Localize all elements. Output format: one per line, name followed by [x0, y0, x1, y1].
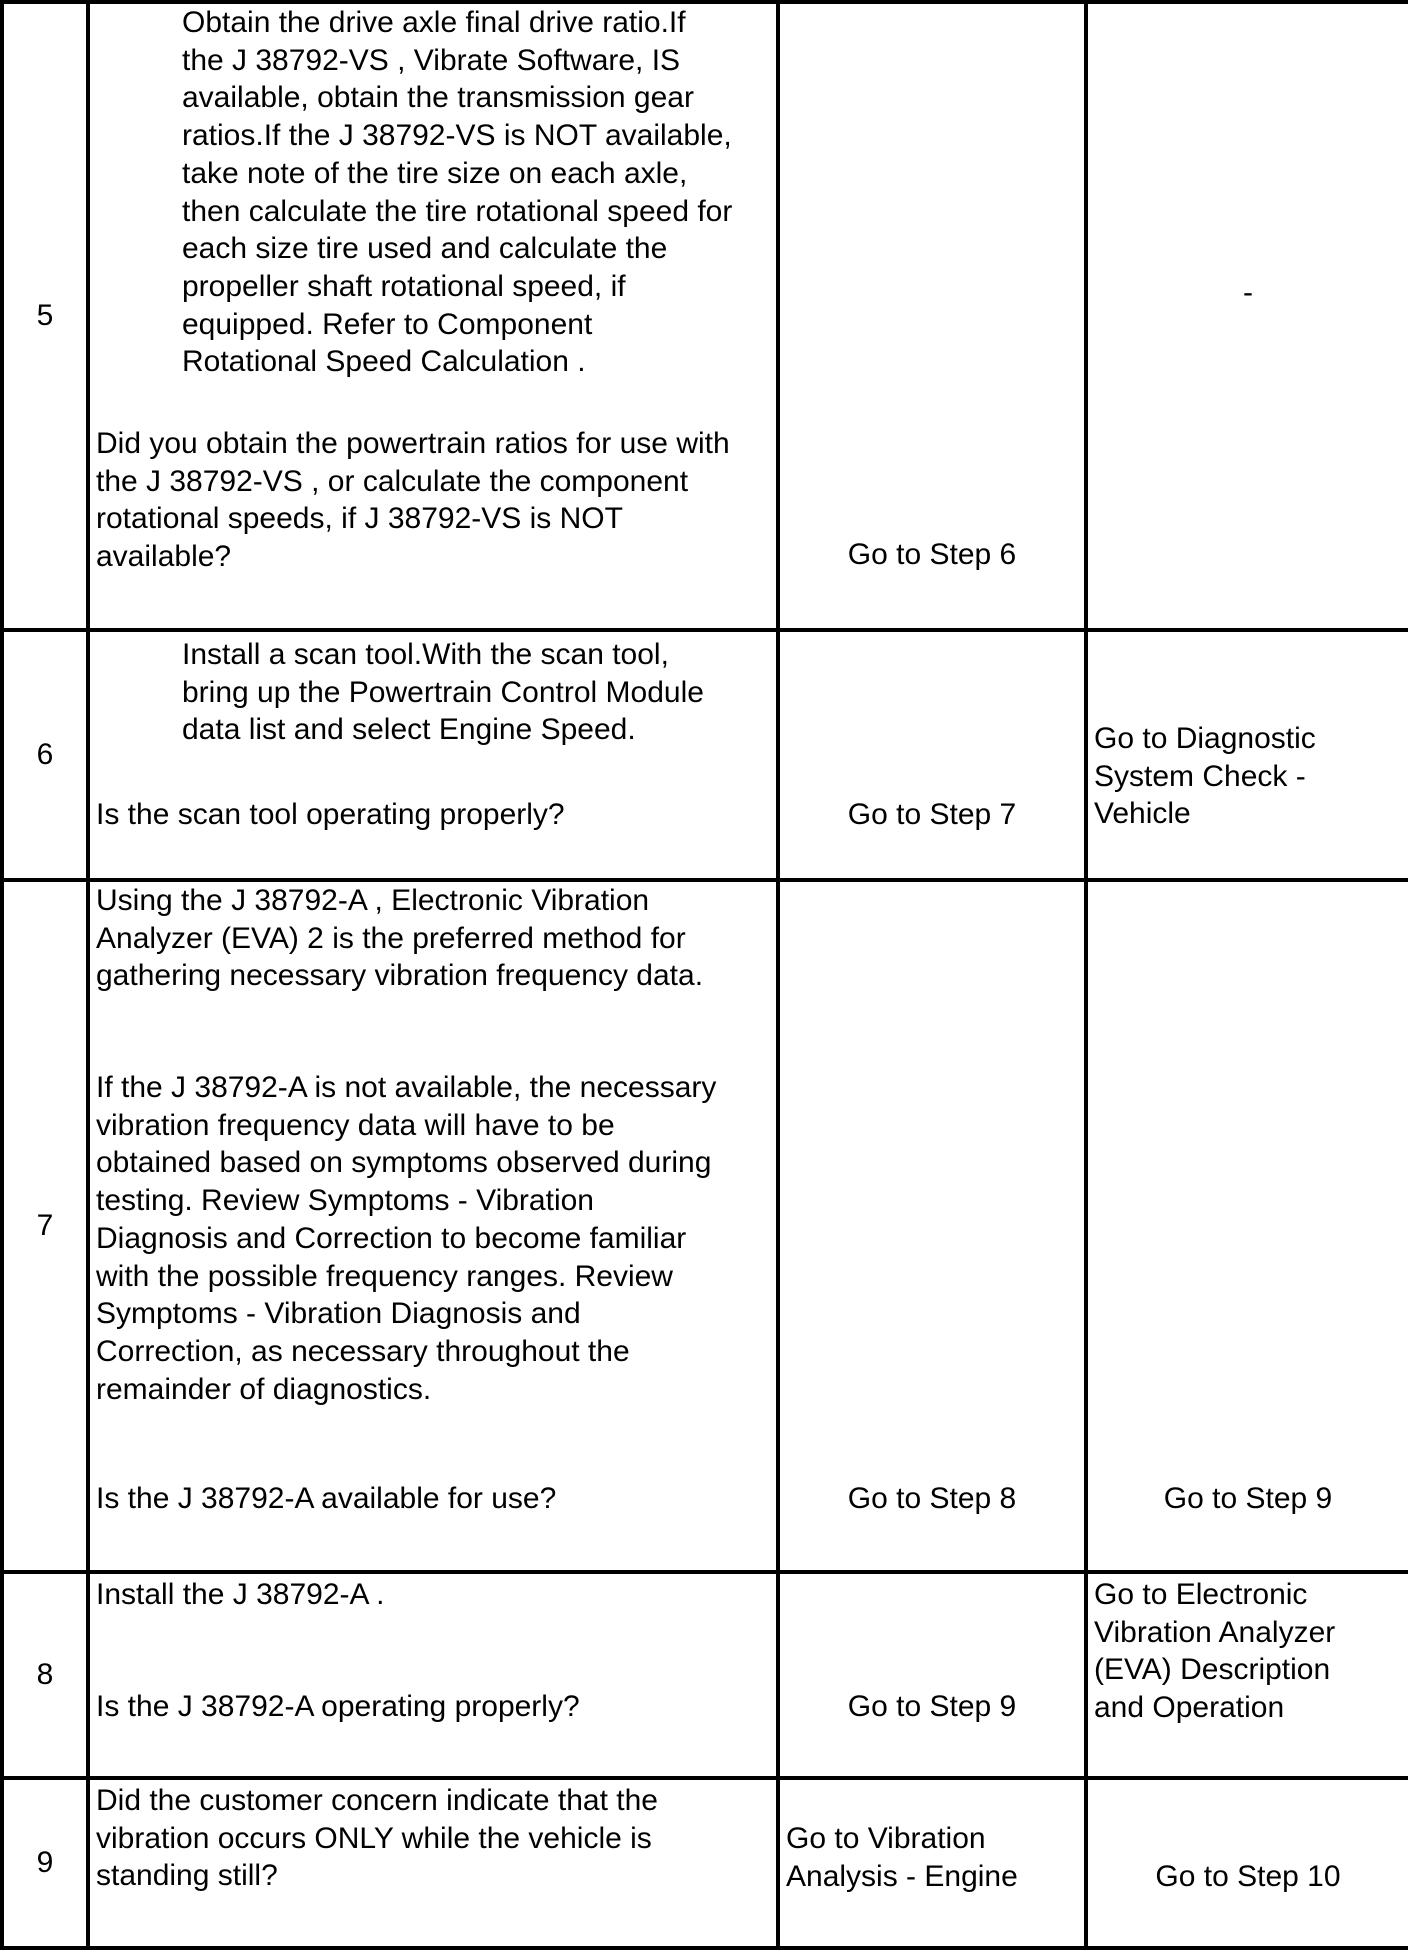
yes-result: Go to Step 8 [847, 1482, 1017, 1515]
action-question: Is the J 38792-A operating properly? [96, 1690, 580, 1723]
yes-result-cell [778, 2, 1086, 630]
no-result-cell [1086, 2, 1408, 630]
no-result-cell [1086, 1778, 1408, 1948]
table-row-step-9 [2, 1778, 1408, 1948]
step-number: 9 [36, 1846, 54, 1880]
no-result-cell [1086, 1572, 1408, 1778]
table-row-step-6 [2, 630, 1408, 880]
action-paragraph-1: Using the J 38792-A , Electronic Vibration Analyzer (EVA) 2 is the preferred method for gathering necessary vibration frequency data. [96, 884, 704, 993]
yes-result: Go to Step 6 [847, 538, 1017, 571]
no-result: Go to Electronic Vibration Analyzer (EVA) Description and Operation [1094, 1578, 1336, 1725]
step-number: 6 [36, 738, 54, 772]
no-result: Go to Step 10 [1155, 1860, 1341, 1893]
action-instructions: Install a scan tool.With the scan tool, bring up the Powertrain Control Module data list and select Engine Speed. [182, 638, 704, 747]
step-number-cell [2, 630, 88, 880]
action-question: Did you obtain the powertrain ratios for use with the J 38792-VS , or calculate the component rotational speeds, if J 38792-VS is NOT available? [96, 427, 730, 574]
yes-result-cell [778, 1778, 1086, 1948]
action-instructions: Install the J 38792-A . [96, 1578, 385, 1611]
action-cell [88, 630, 778, 880]
yes-result: Go to Step 9 [847, 1690, 1017, 1723]
action-cell [88, 2, 778, 630]
yes-result: Go to Vibration Analysis - Engine [786, 1822, 1018, 1893]
yes-result: Go to Step 7 [847, 798, 1017, 831]
step-number: 8 [36, 1658, 54, 1692]
table-row-step-8 [2, 1572, 1408, 1778]
step-number-cell [2, 2, 88, 630]
action-question: Is the scan tool operating properly? [96, 798, 565, 831]
step-number-cell [2, 880, 88, 1572]
no-result: Go to Step 9 [1163, 1482, 1333, 1515]
step-number-cell [2, 1572, 88, 1778]
step-number-cell [2, 1778, 88, 1948]
action-instructions: Obtain the drive axle final drive ratio.If the J 38792-VS , Vibrate Software, IS available, obtain the transmission gear ratios.If the J 38792-VS is NOT available, take note of the tire size on each axle, then calculate the tire rotational speed for each size tire used and calculate the propeller shaft rotational speed, if equipped. Refer to Component Rotational Speed Calculation . [182, 6, 733, 379]
no-result: Go to Diagnostic System Check - Vehicle [1094, 722, 1316, 831]
step-number: 5 [36, 299, 54, 333]
action-question: Is the J 38792-A available for use? [96, 1482, 557, 1515]
action-cell [88, 880, 778, 1572]
action-question: Did the customer concern indicate that the vibration occurs ONLY while the vehicle is standing still? [96, 1784, 658, 1893]
yes-result-cell [778, 1572, 1086, 1778]
no-result-cell [1086, 630, 1408, 880]
no-result-cell [1086, 880, 1408, 1572]
action-paragraph-2: If the J 38792-A is not available, the necessary vibration frequency data will have to be obtained based on symptoms observed during testing. Review Symptoms - Vibration Diagnosis and Correction to become familiar with the possible frequency ranges. Review Symptoms - Vibration Diagnosis and Correction, as necessary throughout the remainder of diagnostics. [96, 1071, 717, 1406]
yes-result-cell [778, 880, 1086, 1572]
no-result: - [1243, 276, 1253, 309]
table-row-step-5 [2, 2, 1408, 630]
table-row-step-7 [2, 880, 1408, 1572]
yes-result-cell [778, 630, 1086, 880]
step-number: 7 [36, 1209, 54, 1243]
action-cell [88, 1572, 778, 1778]
action-cell [88, 1778, 778, 1948]
